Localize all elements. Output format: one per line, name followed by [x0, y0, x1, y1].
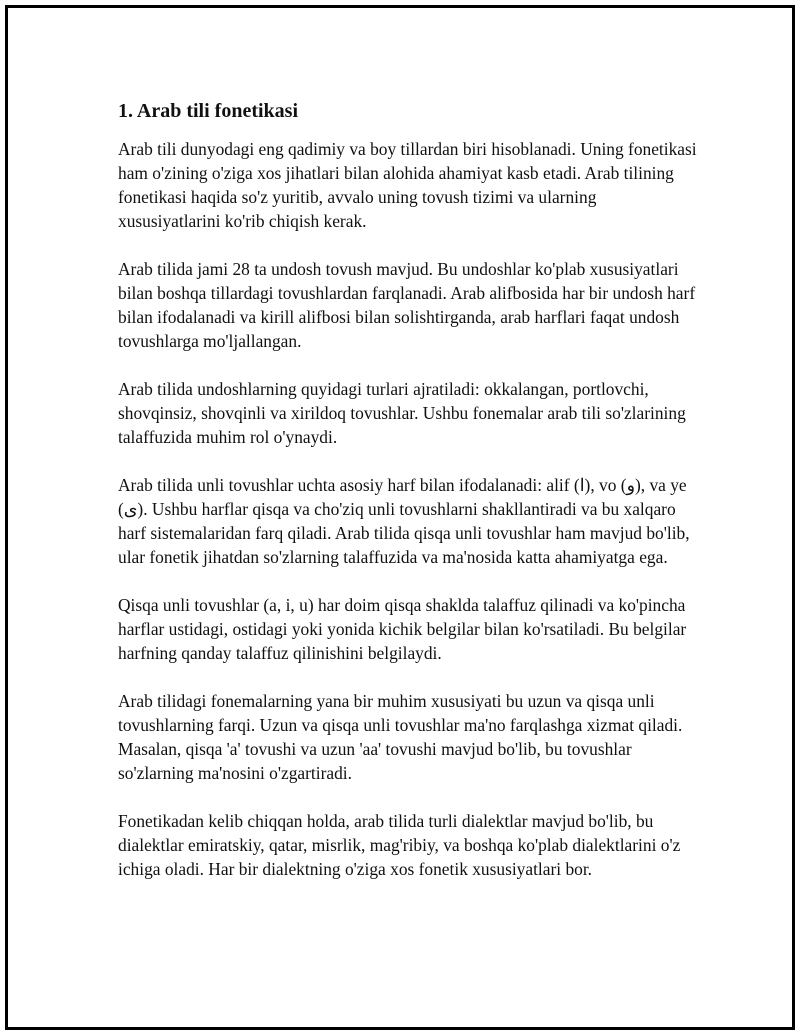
paragraph-3: Arab tilida undoshlarning quyidagi turlari ajratiladi: okkalangan, portlovchi, shovqinsiz, shovqinli va xirildoq tovushlar. Ushbu fonemalar arab tili so'zlarining talaffuzida muhim rol o'ynaydi.	[118, 379, 686, 447]
paragraph-4: Arab tilida unli tovushlar uchta asosiy harf bilan ifodalanadi: alif (ا), vo (و), va ye (ى). Ushbu harflar qisqa va cho'ziq unli tovushlarni shakllantiradi va bu xalqaro harf sistemalaridan farq qiladi. Arab tilida qisqa unli tovushlar ham mavjud bo'lib, ular fonetik jihatdan so'zlarning talaffuzida va ma'nosida katta ahamiyatga ega.	[118, 475, 690, 567]
paragraph-1: Arab tili dunyodagi eng qadimiy va boy tillardan biri hisoblanadi. Uning fonetikasi ham o'zining o'ziga xos jihatlari bilan alohida ahamiyat kasb etadi. Arab tilining fonetikasi haqida so'z yuritib, avvalo uning tovush tizimi va ularning xususiyatlarini ko'rib chiqish kerak.	[118, 139, 697, 231]
section-heading: 1. Arab tili fonetikasi	[118, 100, 299, 122]
paragraph-5: Qisqa unli tovushlar (a, i, u) har doim qisqa shaklda talaffuz qilinadi va ko'pincha harflar ustidagi, ostidagi yoki yonida kichik belgilar bilan ko'rsatiladi. Bu belgilar harfning qanday talaffuz qilinishini belgilaydi.	[118, 595, 687, 663]
paragraph-6: Arab tilidagi fonemalarning yana bir muhim xususiyati bu uzun va qisqa unli tovushlarning farqi. Uzun va qisqa unli tovushlar ma'no farqlashga xizmat qiladi. Masalan, qisqa 'a' tovushi va uzun 'aa' tovushi mavjud bo'lib, bu tovushlar so'zlarning ma'nosini o'zgartiradi.	[118, 691, 683, 783]
document-page	[5, 5, 795, 1030]
paragraph-7: Fonetikadan kelib chiqqan holda, arab tilida turli dialektlar mavjud bo'lib, bu dialektlar emiratskiy, qatar, misrlik, mag'ribiy, va boshqa ko'plab dialektlarini o'z ichiga oladi. Har bir dialektning o'ziga xos fonetik xususiyatlari bor.	[118, 811, 681, 879]
paragraph-2: Arab tilida jami 28 ta undosh tovush mavjud. Bu undoshlar ko'plab xususiyatlari bilan boshqa tillardagi tovushlardan farqlanadi. Arab alifbosida har bir undosh harf bilan ifodalanadi va kirill alifbosi bilan solishtirganda, arab harflari faqat undosh tovushlarga mo'ljallangan.	[118, 259, 696, 351]
document-content	[118, 98, 698, 905]
